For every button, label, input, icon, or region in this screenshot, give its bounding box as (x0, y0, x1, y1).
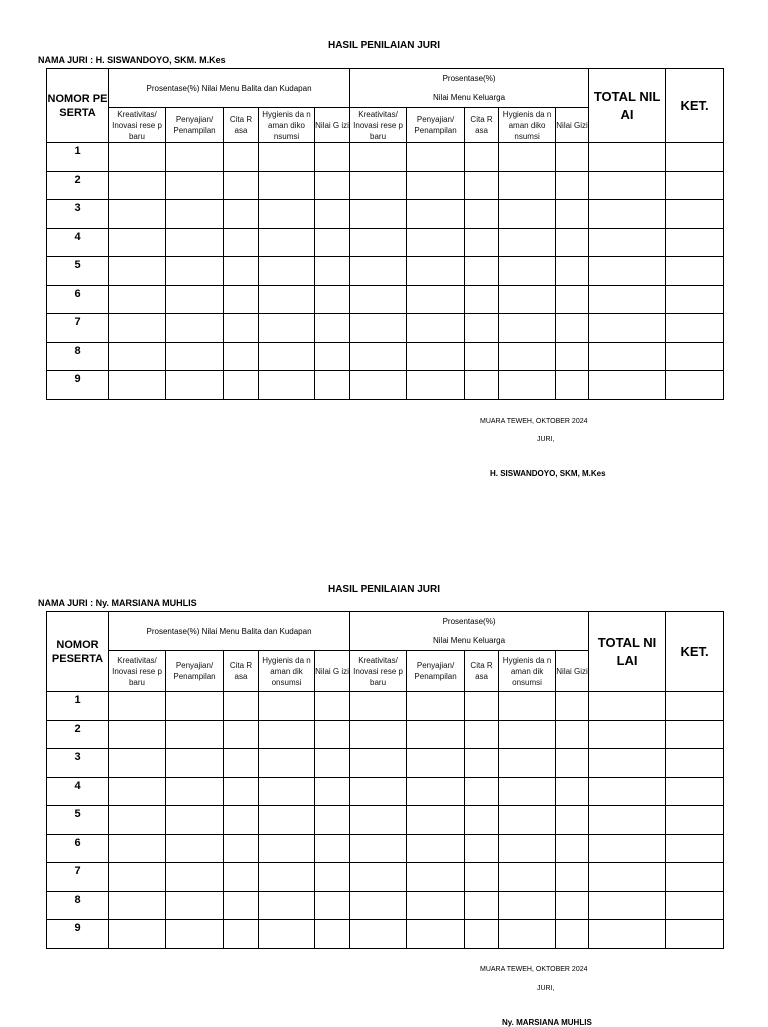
score-cell[interactable] (589, 342, 666, 371)
score-cell[interactable] (315, 806, 350, 835)
header-ket: KET. (666, 69, 724, 143)
score-cell[interactable] (224, 720, 259, 749)
score-cell[interactable] (259, 834, 315, 863)
table-row (47, 371, 724, 400)
participant-number: 1 (47, 143, 109, 172)
header-group-balita: Prosentase(%) Nilai Menu Balita dan Kudapan (109, 69, 350, 108)
criterion-keluarga-5: Nilai Gizi (556, 651, 589, 692)
score-cell[interactable] (350, 171, 407, 200)
place-date: MUARA TEWEH, OKTOBER 2024 (480, 418, 588, 425)
score-cell[interactable] (589, 371, 666, 400)
score-cell[interactable] (166, 863, 224, 892)
score-cell[interactable] (465, 285, 499, 314)
score-cell[interactable] (350, 720, 407, 749)
score-cell[interactable] (109, 143, 166, 172)
score-cell[interactable] (499, 720, 556, 749)
score-cell[interactable] (465, 171, 499, 200)
score-cell[interactable] (589, 863, 666, 892)
score-cell[interactable] (350, 863, 407, 892)
score-cell[interactable] (109, 692, 166, 721)
criterion-balita-4: Hygienis da n aman dik onsumsi (259, 651, 315, 692)
score-cell[interactable] (666, 371, 724, 400)
juri-label: JURI, (537, 436, 555, 443)
table-row (47, 692, 724, 721)
score-cell[interactable] (166, 891, 224, 920)
score-cell[interactable] (166, 371, 224, 400)
score-cell[interactable] (166, 143, 224, 172)
score-cell[interactable] (315, 777, 350, 806)
score-cell[interactable] (109, 314, 166, 343)
score-cell[interactable] (315, 257, 350, 286)
score-cell[interactable] (224, 777, 259, 806)
score-cell[interactable] (499, 342, 556, 371)
score-cell[interactable] (109, 257, 166, 286)
score-cell[interactable] (589, 171, 666, 200)
score-cell[interactable] (407, 342, 465, 371)
score-cell[interactable] (109, 228, 166, 257)
score-cell[interactable] (556, 228, 589, 257)
table-row (47, 171, 724, 200)
criterion-keluarga-3: Cita R asa (465, 108, 499, 143)
score-cell[interactable] (224, 863, 259, 892)
score-cell[interactable] (109, 920, 166, 949)
header-group-keluarga (350, 612, 589, 651)
score-cell[interactable] (666, 692, 724, 721)
score-cell[interactable] (350, 143, 407, 172)
header-ket: KET. (666, 612, 724, 692)
score-cell[interactable] (224, 257, 259, 286)
score-cell[interactable] (315, 920, 350, 949)
score-cell[interactable] (259, 920, 315, 949)
score-cell[interactable] (666, 228, 724, 257)
header-total-nilai: TOTAL NIL AI (589, 69, 666, 143)
score-cell[interactable] (666, 749, 724, 778)
score-cell[interactable] (589, 285, 666, 314)
participant-number: 3 (47, 200, 109, 229)
score-cell[interactable] (224, 371, 259, 400)
score-cell[interactable] (166, 171, 224, 200)
score-cell[interactable] (259, 342, 315, 371)
score-cell[interactable] (315, 692, 350, 721)
table-row (47, 863, 724, 892)
score-cell[interactable] (315, 314, 350, 343)
form-title: HASIL PENILAIAN JURI (327, 40, 441, 51)
score-cell[interactable] (666, 314, 724, 343)
header-group-keluarga-line1: Prosentase(%) (442, 617, 496, 626)
score-cell[interactable] (666, 257, 724, 286)
criterion-balita-3: Cita R asa (224, 651, 259, 692)
criterion-keluarga-2: Penyajian/ Penampilan (407, 651, 465, 692)
score-cell[interactable] (407, 371, 465, 400)
score-cell[interactable] (465, 720, 499, 749)
score-cell[interactable] (556, 371, 589, 400)
score-cell[interactable] (315, 171, 350, 200)
score-cell[interactable] (109, 891, 166, 920)
score-cell[interactable] (259, 200, 315, 229)
score-cell[interactable] (465, 834, 499, 863)
criterion-keluarga-1: Kreativitas/ Inovasi rese p baru (350, 108, 407, 143)
score-cell[interactable] (465, 200, 499, 229)
score-cell[interactable] (259, 720, 315, 749)
score-cell[interactable] (556, 692, 589, 721)
score-cell[interactable] (499, 228, 556, 257)
score-cell[interactable] (666, 200, 724, 229)
score-cell[interactable] (407, 777, 465, 806)
score-cell[interactable] (166, 920, 224, 949)
score-cell[interactable] (465, 257, 499, 286)
score-cell[interactable] (109, 285, 166, 314)
score-cell[interactable] (556, 834, 589, 863)
score-cell[interactable] (666, 342, 724, 371)
score-cell[interactable] (556, 720, 589, 749)
score-cell[interactable] (109, 371, 166, 400)
score-cell[interactable] (224, 692, 259, 721)
score-cell[interactable] (556, 891, 589, 920)
score-cell[interactable] (259, 777, 315, 806)
participant-number: 5 (47, 257, 109, 286)
signer-name: H. SISWANDOYO, SKM, M.Kes (490, 469, 606, 478)
header-nomor-peserta: NOMOR PESERTA (47, 612, 109, 692)
score-cell[interactable] (109, 342, 166, 371)
score-cell[interactable] (666, 171, 724, 200)
criterion-keluarga-4: Hygienis da n aman diko nsumsi (499, 108, 556, 143)
score-cell[interactable] (499, 806, 556, 835)
score-cell[interactable] (407, 171, 465, 200)
score-cell[interactable] (315, 200, 350, 229)
header-group-keluarga-line2: Nilai Menu Keluarga (433, 636, 506, 645)
score-cell[interactable] (315, 228, 350, 257)
score-cell[interactable] (109, 720, 166, 749)
criterion-keluarga-4: Hygienis da n aman dik onsumsi (499, 651, 556, 692)
score-cell[interactable] (350, 806, 407, 835)
score-cell[interactable] (499, 777, 556, 806)
score-cell[interactable] (589, 314, 666, 343)
score-cell[interactable] (109, 863, 166, 892)
score-cell[interactable] (465, 749, 499, 778)
score-cell[interactable] (666, 720, 724, 749)
score-cell[interactable] (109, 806, 166, 835)
score-cell[interactable] (499, 371, 556, 400)
score-cell[interactable] (666, 143, 724, 172)
score-cell[interactable] (407, 692, 465, 721)
criterion-keluarga-5: Nilai Gizi (556, 108, 589, 143)
score-cell[interactable] (166, 834, 224, 863)
score-cell[interactable] (166, 200, 224, 229)
criterion-balita-5: Nilai G izi (315, 651, 350, 692)
score-cell[interactable] (499, 891, 556, 920)
score-cell[interactable] (259, 171, 315, 200)
header-group-keluarga (350, 69, 589, 108)
participant-number: 7 (47, 863, 109, 892)
participant-number: 4 (47, 777, 109, 806)
score-cell[interactable] (224, 228, 259, 257)
judge-name: NAMA JURI : Ny. MARSIANA MUHLIS (38, 598, 197, 608)
participant-number: 3 (47, 749, 109, 778)
score-cell[interactable] (589, 891, 666, 920)
score-cell[interactable] (666, 806, 724, 835)
score-cell[interactable] (589, 920, 666, 949)
score-cell[interactable] (589, 749, 666, 778)
score-cell[interactable] (350, 749, 407, 778)
table-row (47, 777, 724, 806)
score-cell[interactable] (224, 314, 259, 343)
score-cell[interactable] (407, 228, 465, 257)
score-cell[interactable] (166, 228, 224, 257)
score-cell[interactable] (315, 371, 350, 400)
score-cell[interactable] (315, 720, 350, 749)
score-cell[interactable] (259, 692, 315, 721)
score-cell[interactable] (499, 257, 556, 286)
score-cell[interactable] (259, 749, 315, 778)
score-cell[interactable] (666, 863, 724, 892)
score-cell[interactable] (259, 891, 315, 920)
score-cell[interactable] (666, 777, 724, 806)
participant-number: 9 (47, 920, 109, 949)
score-cell[interactable] (350, 371, 407, 400)
score-cell[interactable] (465, 863, 499, 892)
score-cell[interactable] (465, 806, 499, 835)
criterion-balita-4: Hygienis da n aman diko nsumsi (259, 108, 315, 143)
table-row (47, 749, 724, 778)
score-cell[interactable] (666, 834, 724, 863)
score-cell[interactable] (407, 143, 465, 172)
score-cell[interactable] (350, 228, 407, 257)
score-cell[interactable] (224, 920, 259, 949)
score-cell[interactable] (259, 257, 315, 286)
score-cell[interactable] (224, 143, 259, 172)
score-cell[interactable] (350, 777, 407, 806)
score-cell[interactable] (589, 257, 666, 286)
table-row (47, 834, 724, 863)
judge-name: NAMA JURI : H. SISWANDOYO, SKM. M.Kes (38, 55, 226, 65)
table-row (47, 143, 724, 172)
header-group-keluarga-line1: Prosentase(%) (442, 74, 496, 83)
score-cell[interactable] (666, 891, 724, 920)
score-cell[interactable] (465, 143, 499, 172)
score-cell[interactable] (407, 834, 465, 863)
score-cell[interactable] (259, 371, 315, 400)
score-cell[interactable] (109, 749, 166, 778)
score-cell[interactable] (224, 834, 259, 863)
score-cell[interactable] (465, 228, 499, 257)
participant-number: 9 (47, 371, 109, 400)
score-cell[interactable] (350, 314, 407, 343)
criterion-keluarga-1: Kreativitas/ Inovasi rese p baru (350, 651, 407, 692)
score-cell[interactable] (407, 806, 465, 835)
score-cell[interactable] (407, 720, 465, 749)
score-cell[interactable] (224, 342, 259, 371)
score-cell[interactable] (499, 834, 556, 863)
score-cell[interactable] (166, 285, 224, 314)
score-cell[interactable] (166, 749, 224, 778)
score-cell[interactable] (465, 920, 499, 949)
score-cell[interactable] (556, 171, 589, 200)
participant-number: 8 (47, 891, 109, 920)
score-cell[interactable] (465, 891, 499, 920)
score-cell[interactable] (350, 285, 407, 314)
criterion-keluarga-2: Penyajian/ Penampilan (407, 108, 465, 143)
score-cell[interactable] (556, 920, 589, 949)
score-cell[interactable] (407, 863, 465, 892)
score-cell[interactable] (259, 228, 315, 257)
table-row (47, 920, 724, 949)
score-cell[interactable] (224, 285, 259, 314)
score-cell[interactable] (465, 314, 499, 343)
participant-number: 6 (47, 285, 109, 314)
score-cell[interactable] (350, 692, 407, 721)
score-cell[interactable] (259, 314, 315, 343)
table-row (47, 891, 724, 920)
score-cell[interactable] (589, 806, 666, 835)
score-cell[interactable] (315, 749, 350, 778)
score-cell[interactable] (465, 342, 499, 371)
score-cell[interactable] (224, 891, 259, 920)
participant-number: 7 (47, 314, 109, 343)
table-row (47, 200, 724, 229)
header-group-keluarga-line2: Nilai Menu Keluarga (433, 93, 506, 102)
criterion-balita-3: Cita R asa (224, 108, 259, 143)
score-cell[interactable] (666, 285, 724, 314)
score-cell[interactable] (407, 920, 465, 949)
score-cell[interactable] (589, 834, 666, 863)
score-cell[interactable] (589, 777, 666, 806)
score-cell[interactable] (499, 692, 556, 721)
score-cell[interactable] (407, 285, 465, 314)
score-cell[interactable] (224, 749, 259, 778)
score-cell[interactable] (407, 749, 465, 778)
table-row (47, 342, 724, 371)
score-cell[interactable] (556, 285, 589, 314)
participant-number: 5 (47, 806, 109, 835)
score-cell[interactable] (224, 200, 259, 229)
score-cell[interactable] (465, 777, 499, 806)
participant-number: 2 (47, 720, 109, 749)
score-cell[interactable] (556, 143, 589, 172)
criterion-balita-5: Nilai G izi (315, 108, 350, 143)
score-cell[interactable] (556, 257, 589, 286)
score-table (46, 611, 724, 949)
score-cell[interactable] (556, 200, 589, 229)
score-cell[interactable] (589, 143, 666, 172)
score-cell[interactable] (499, 171, 556, 200)
participant-number: 1 (47, 692, 109, 721)
score-cell[interactable] (556, 342, 589, 371)
score-cell[interactable] (499, 314, 556, 343)
score-cell[interactable] (556, 749, 589, 778)
signer-name: Ny. MARSIANA MUHLIS (502, 1018, 592, 1027)
score-cell[interactable] (556, 806, 589, 835)
score-cell[interactable] (350, 342, 407, 371)
score-cell[interactable] (350, 257, 407, 286)
score-cell[interactable] (407, 891, 465, 920)
score-cell[interactable] (499, 285, 556, 314)
criterion-balita-1: Kreativitas/ Inovasi rese p baru (109, 651, 166, 692)
score-cell[interactable] (407, 257, 465, 286)
table-row (47, 257, 724, 286)
criterion-keluarga-3: Cita R asa (465, 651, 499, 692)
score-cell[interactable] (166, 342, 224, 371)
score-cell[interactable] (315, 863, 350, 892)
score-cell[interactable] (499, 863, 556, 892)
criterion-balita-2: Penyajian/ Penampilan (166, 651, 224, 692)
score-cell[interactable] (589, 692, 666, 721)
score-cell[interactable] (166, 720, 224, 749)
participant-number: 4 (47, 228, 109, 257)
score-cell[interactable] (315, 342, 350, 371)
score-table (46, 68, 724, 400)
score-cell[interactable] (350, 200, 407, 229)
score-cell[interactable] (109, 171, 166, 200)
score-cell[interactable] (499, 143, 556, 172)
score-cell[interactable] (166, 314, 224, 343)
score-cell[interactable] (315, 834, 350, 863)
score-cell[interactable] (166, 806, 224, 835)
score-cell[interactable] (556, 314, 589, 343)
table-row (47, 806, 724, 835)
table-row (47, 720, 724, 749)
place-date: MUARA TEWEH, OKTOBER 2024 (480, 966, 588, 973)
score-cell[interactable] (166, 257, 224, 286)
score-cell[interactable] (465, 371, 499, 400)
participant-number: 2 (47, 171, 109, 200)
score-cell[interactable] (589, 228, 666, 257)
score-cell[interactable] (407, 200, 465, 229)
score-cell[interactable] (666, 920, 724, 949)
header-group-balita: Prosentase(%) Nilai Menu Balita dan Kudapan (109, 612, 350, 651)
score-cell[interactable] (109, 200, 166, 229)
score-cell[interactable] (556, 863, 589, 892)
score-cell[interactable] (589, 200, 666, 229)
form-title: HASIL PENILAIAN JURI (327, 584, 441, 595)
table-row (47, 285, 724, 314)
score-cell[interactable] (589, 720, 666, 749)
criterion-balita-1: Kreativitas/ Inovasi rese p baru (109, 108, 166, 143)
header-total-nilai: TOTAL NI LAI (589, 612, 666, 692)
score-cell[interactable] (350, 891, 407, 920)
score-cell[interactable] (350, 834, 407, 863)
score-cell[interactable] (499, 200, 556, 229)
header-nomor-peserta: NOMOR PE SERTA (47, 69, 109, 143)
criterion-balita-2: Penyajian/ Penampilan (166, 108, 224, 143)
juri-label: JURI, (537, 985, 555, 992)
score-cell[interactable] (224, 171, 259, 200)
score-cell[interactable] (315, 143, 350, 172)
score-cell[interactable] (166, 777, 224, 806)
score-cell[interactable] (407, 314, 465, 343)
participant-number: 8 (47, 342, 109, 371)
score-cell[interactable] (259, 806, 315, 835)
score-cell[interactable] (315, 285, 350, 314)
score-cell[interactable] (499, 749, 556, 778)
participant-number: 6 (47, 834, 109, 863)
score-cell[interactable] (465, 692, 499, 721)
score-cell[interactable] (109, 834, 166, 863)
score-cell[interactable] (109, 777, 166, 806)
score-cell[interactable] (166, 692, 224, 721)
score-cell[interactable] (499, 920, 556, 949)
score-cell[interactable] (259, 143, 315, 172)
score-cell[interactable] (556, 777, 589, 806)
score-cell[interactable] (350, 920, 407, 949)
table-row (47, 228, 724, 257)
score-cell[interactable] (224, 806, 259, 835)
table-row (47, 314, 724, 343)
score-cell[interactable] (315, 891, 350, 920)
score-cell[interactable] (259, 285, 315, 314)
score-cell[interactable] (259, 863, 315, 892)
